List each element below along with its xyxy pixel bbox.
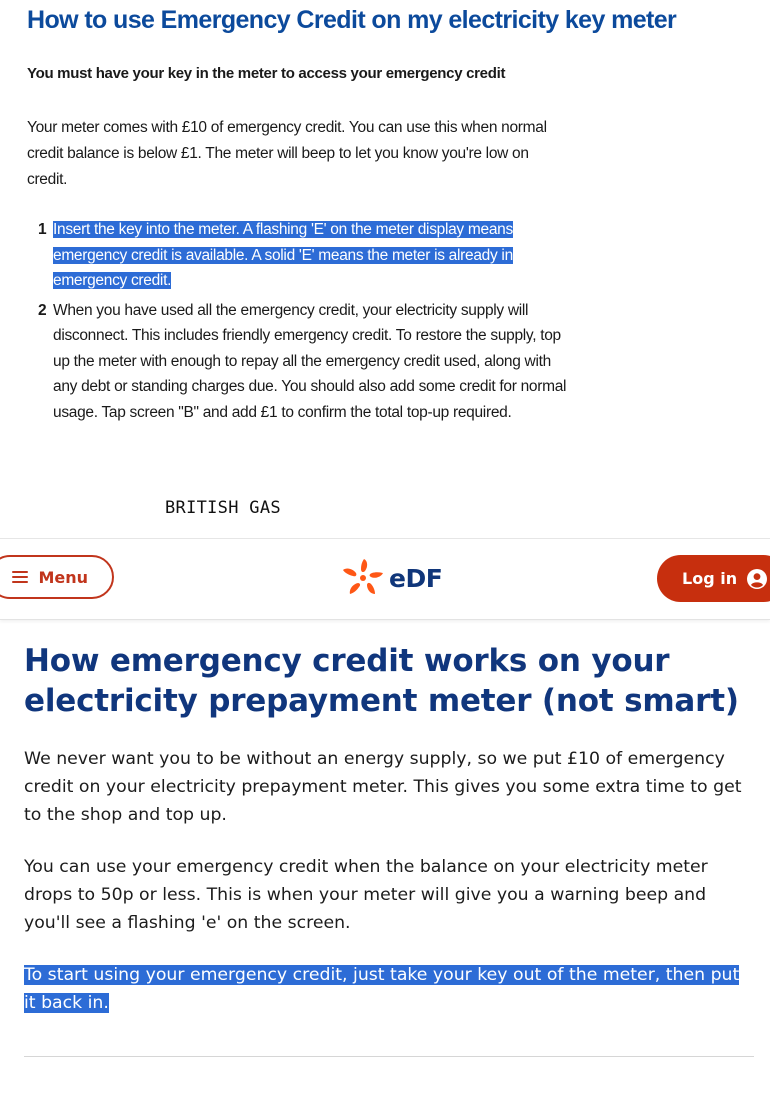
- british-gas-article: [0, 0, 770, 538]
- edf-site-header: [0, 538, 770, 620]
- bg-step-text: When you have used all the emergency credit, your electricity supply will disconnect. This includes friendly emergency credit. To restore the supply, top up the meter with enough to repay all the emergency credit used, along with any debt or standing charges due. You should also add some credit for normal usage. Tap screen "B" and add £1 to confirm the total top-up required.: [53, 301, 567, 421]
- edf-page-title: How emergency credit works on your electricity prepayment meter (not smart): [24, 643, 739, 719]
- bg-step-number: 2: [38, 301, 47, 319]
- user-circle-icon: [747, 569, 767, 589]
- bg-step-item: [27, 217, 572, 294]
- menu-button-label: Menu: [38, 567, 88, 587]
- edf-sun-icon: [341, 556, 387, 598]
- bg-step-number: 1: [38, 221, 47, 238]
- bg-page-title: How to use Emergency Credit on my electricity key meter: [27, 6, 677, 34]
- bg-step-item: [27, 298, 572, 426]
- bg-step-text-selected: Insert the key into the meter. A flashing 'E' on the meter display means emergency credit is available. A solid 'E' means the meter is already in emergency credit.: [53, 221, 513, 289]
- section-divider: [24, 1056, 754, 1057]
- edf-paragraph: You can use your emergency credit when the balance on your electricity meter drops to 50p or less. This is when your meter will give you a warning beep and you'll see a flashing 'e' on the screen.: [24, 857, 708, 933]
- bg-subheading: You must have your key in the meter to access your emergency credit: [27, 65, 506, 82]
- source-caption: BRITISH GAS: [165, 498, 281, 518]
- menu-button[interactable]: [0, 555, 114, 599]
- selected-text: To start using your emergency credit, just take your key out of the meter, then put it back in.: [24, 965, 740, 1013]
- edf-logo-text: eDF: [389, 563, 443, 593]
- log-in-button-label: Log in: [682, 569, 738, 588]
- edf-paragraph: We never want you to be without an energy supply, so we put £10 of emergency credit on your electricity prepayment meter. This gives you some extra time to get to the shop and top up.: [24, 749, 742, 825]
- hamburger-icon: [12, 571, 28, 583]
- log-in-button[interactable]: [657, 555, 770, 602]
- edf-logo[interactable]: [341, 556, 442, 598]
- edf-paragraph-selected: [24, 961, 754, 1017]
- bg-steps-list: [27, 217, 572, 429]
- bg-intro-paragraph: Your meter comes with £10 of emergency credit. You can use this when normal credit balance is below £1. The meter will beep to let you know you're low on credit.: [27, 119, 547, 188]
